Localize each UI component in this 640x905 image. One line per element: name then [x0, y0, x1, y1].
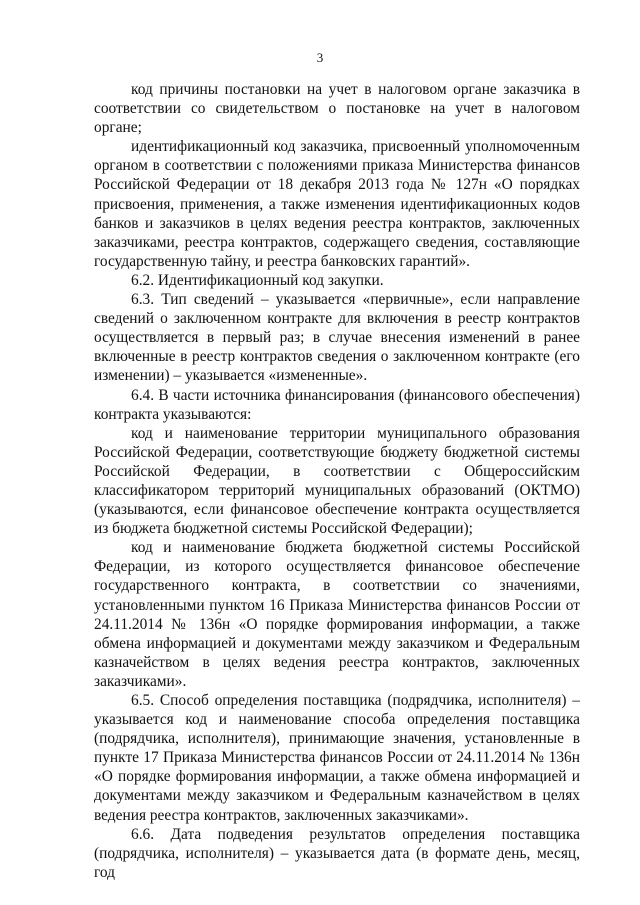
paragraph-6-5: 6.5. Способ определения поставщика (подрядчика, исполнителя) – указывается код и наименование способа определения поставщика (подрядчика, исполнителя), принимающие значения, установленные в пункте 17 Приказа Министерства финансов России от 24.11.2014 № 136н «О порядке формирования информации, а также обмена информацией и документами между заказчиком и Федеральным казначейством в целях ведения реестра контрактов, заключенных заказчиками». [94, 692, 580, 824]
paragraph-kpp: код причины постановки на учет в налоговом органе заказчика в соответствии со свидетельством о постановке на учет в налоговом органе; [94, 81, 580, 137]
paragraph-6-6: 6.6. Дата подведения результатов определения поставщика (подрядчика, исполнителя) – указывается дата (в формате день, месяц, год [94, 825, 580, 881]
document-body [94, 80, 580, 882]
paragraph-budget-code: код и наименование бюджета бюджетной системы Российской Федерации, из которого осуществляется финансовое обеспечение государственного контракта, в соответствии со значениями, установленными пунктом 16 Приказа Министерства финансов России от 24.11.2014 № 136н «О порядке формирования информации, а также обмена информацией и документами между заказчиком и Федеральным казначейством в целях ведения реестра контрактов, заключенных заказчиками». [94, 539, 580, 690]
paragraph-customer-id-code: идентификационный код заказчика, присвоенный уполномоченным органом в соответствии с положениями приказа Министерства финансов Российской Федерации от 18 декабря 2013 года № 127н «О порядках присвоения, применения, а также изменения идентификационных кодов банков и заказчиков в целях ведения реестра контрактов, заключенных заказчиками, реестра контрактов, содержащего сведения, составляющие государственную тайну, и реестра банковских гарантий». [94, 138, 580, 270]
page-number: 3 [316, 50, 324, 65]
paragraph-oktmo: код и наименование территории муниципального образования Российской Федерации, соответствующие бюджету бюджетной системы Российской Федерации, в соответствии с Общероссийским классификатором территорий муниципальных образований (ОКТМО) (указываются, если финансовое обеспечение контракта осуществляется из бюджета бюджетной системы Российской Федерации); [94, 424, 580, 538]
paragraph-6-4: 6.4. В части источника финансирования (финансового обеспечения) контракта указываются: [94, 386, 580, 423]
paragraph-6-2: 6.2. Идентификационный код закупки. [131, 271, 384, 289]
paragraph-6-3: 6.3. Тип сведений – указывается «первичные», если направление сведений о заключенном контракте для включения в реестр контрактов осуществляется в первый раз; в случае внесения изменений в ранее включенные в реестр контрактов сведения о заключенном контракте (его изменении) – указывается «измененные». [94, 291, 580, 385]
